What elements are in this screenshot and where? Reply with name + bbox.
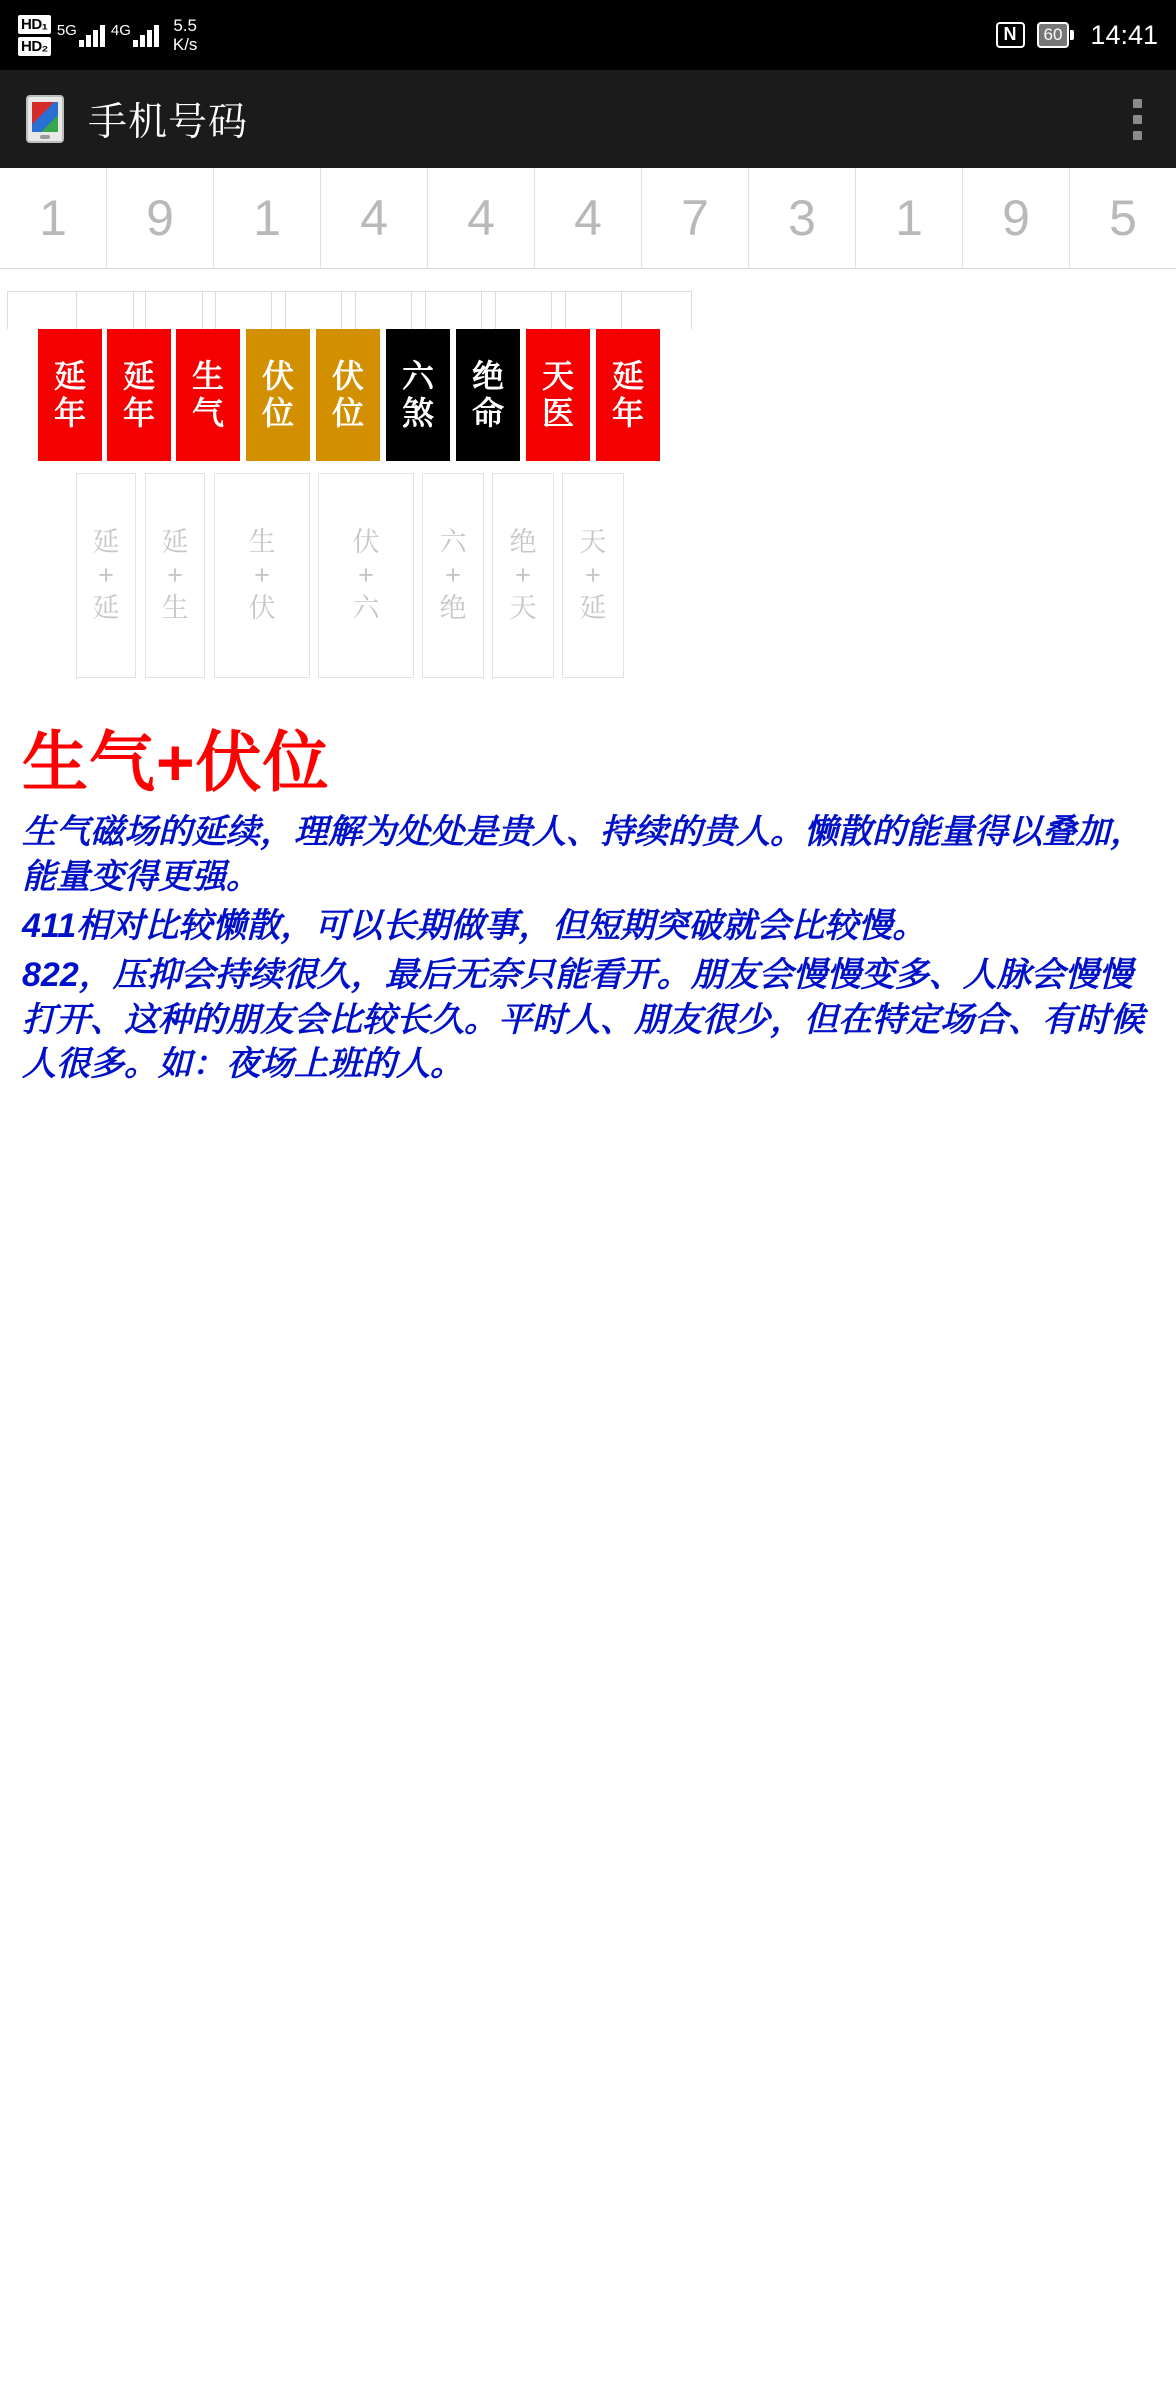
detail-paragraph: 411相对比较懒散，可以长期做事，但短期突破就会比较慢。 [22,906,927,945]
status-bar [0,0,1176,70]
pair-char-bottom: 位 [331,395,364,431]
phone-digit: 3 [749,168,856,268]
phone-digit: 1 [856,168,963,268]
network-speed-unit: K/s [172,35,198,54]
hd-badges [18,15,51,56]
phone-digit: 4 [428,168,535,268]
network-speed-value: 5.5 [173,16,197,35]
pair-label[interactable] [246,329,310,461]
hd1-badge: HD₁ [18,15,51,34]
network-speed [173,16,198,54]
pair-label[interactable] [526,329,590,461]
page-title: 手机号码 [88,101,249,144]
pair-char-top: 延 [611,357,644,394]
pair-label[interactable] [456,329,520,461]
signal-4g-label: 4G [110,22,131,39]
combo-char-top: 伏 [352,527,380,558]
pair-label-band [0,291,1176,469]
battery-level: 60 [1037,22,1070,48]
combo-cell[interactable] [562,473,624,678]
pair-connector [565,291,692,329]
combo-plus: + [254,560,270,591]
detail-section [0,683,1176,1087]
combo-plus: + [167,560,183,591]
pair-char-bottom: 医 [541,395,574,431]
combo-cell[interactable] [145,473,205,678]
combo-cell[interactable] [492,473,554,678]
clock: 14:41 [1090,19,1158,50]
pair-char-top: 伏 [331,357,364,394]
pair-char-top: 延 [122,357,155,394]
combo-plus: + [515,560,531,591]
detail-body [22,810,1154,1087]
combo-char-bottom: 天 [509,592,537,623]
combo-char-top: 六 [439,527,467,558]
pair-label[interactable] [596,329,660,461]
overflow-menu-icon[interactable] [1125,89,1150,150]
pair-label[interactable] [386,329,450,461]
phone-number-digits [0,168,1176,269]
signal-5g-label: 5G [56,22,77,39]
signal-bars-icon [79,23,105,47]
app-bar [0,70,1176,168]
combo-char-top: 延 [92,527,120,558]
pair-char-bottom: 煞 [401,395,434,431]
phone-digit: 9 [963,168,1070,268]
pair-char-bottom: 命 [471,395,504,431]
nfc-icon: N [996,22,1025,48]
pair-char-bottom: 年 [611,395,644,431]
pair-char-bottom: 气 [191,395,224,431]
detail-paragraph: 822，压抑会持续很久，最后无奈只能看开。朋友会慢慢变多、人脉会慢慢打开、这种的朋友会比较长久。平时人、朋友很少，但在特定场合、有时候人很多。如：夜场上班的人。 [22,955,1144,1084]
phone-digit: 5 [1109,190,1137,246]
pair-label[interactable] [38,329,102,461]
status-bar-left [18,15,996,56]
pair-char-top: 天 [541,357,574,394]
combo-char-top: 绝 [509,527,537,558]
combo-plus: + [358,560,374,591]
combo-char-top: 延 [161,527,189,558]
signal-4g [111,23,159,47]
combo-plus: + [98,560,114,591]
battery-icon [1037,22,1075,48]
pair-char-bottom: 年 [53,395,86,431]
battery-cap [1070,30,1074,40]
combo-cell[interactable] [76,473,136,678]
phone-app-icon [26,95,64,143]
pair-char-bottom: 位 [261,395,294,431]
combo-char-bottom: 延 [579,592,607,623]
combo-char-bottom: 延 [92,592,120,623]
signal-bars-icon [133,23,159,47]
combo-char-bottom: 六 [352,592,380,623]
phone-digit: 1 [214,168,321,268]
pair-char-top: 伏 [261,357,294,394]
phone-digit: 4 [321,168,428,268]
combo-char-bottom: 伏 [248,592,276,623]
pair-char-top: 生 [191,357,224,394]
detail-paragraph: 生气磁场的延续，理解为处处是贵人、持续的贵人。懒散的能量得以叠加，能量变得更强。 [22,813,1144,896]
pair-label[interactable] [107,329,171,461]
phone-digit: 4 [535,168,642,268]
combo-char-top: 生 [248,527,276,558]
status-bar-right [996,20,1159,51]
hd2-badge: HD₂ [18,37,51,56]
pair-char-bottom: 年 [122,395,155,431]
combo-cell[interactable] [422,473,484,678]
pair-char-top: 延 [53,357,86,394]
combo-cell[interactable] [318,473,414,678]
combo-cell[interactable] [214,473,310,678]
combo-char-top: 天 [579,527,607,558]
combo-plus: + [585,560,601,591]
pair-char-top: 六 [401,357,434,394]
pair-label[interactable] [316,329,380,461]
combo-char-bottom: 生 [161,592,189,623]
phone-digit: 7 [642,168,749,268]
combo-row [0,473,1176,683]
detail-title: 生气+伏位 [22,725,330,799]
signal-5g [57,23,105,47]
pair-label[interactable] [176,329,240,461]
combo-char-bottom: 绝 [439,592,467,623]
phone-digit: 1 [0,168,107,268]
combo-plus: + [445,560,461,591]
pair-char-top: 绝 [471,357,504,394]
phone-digit: 9 [107,168,214,268]
